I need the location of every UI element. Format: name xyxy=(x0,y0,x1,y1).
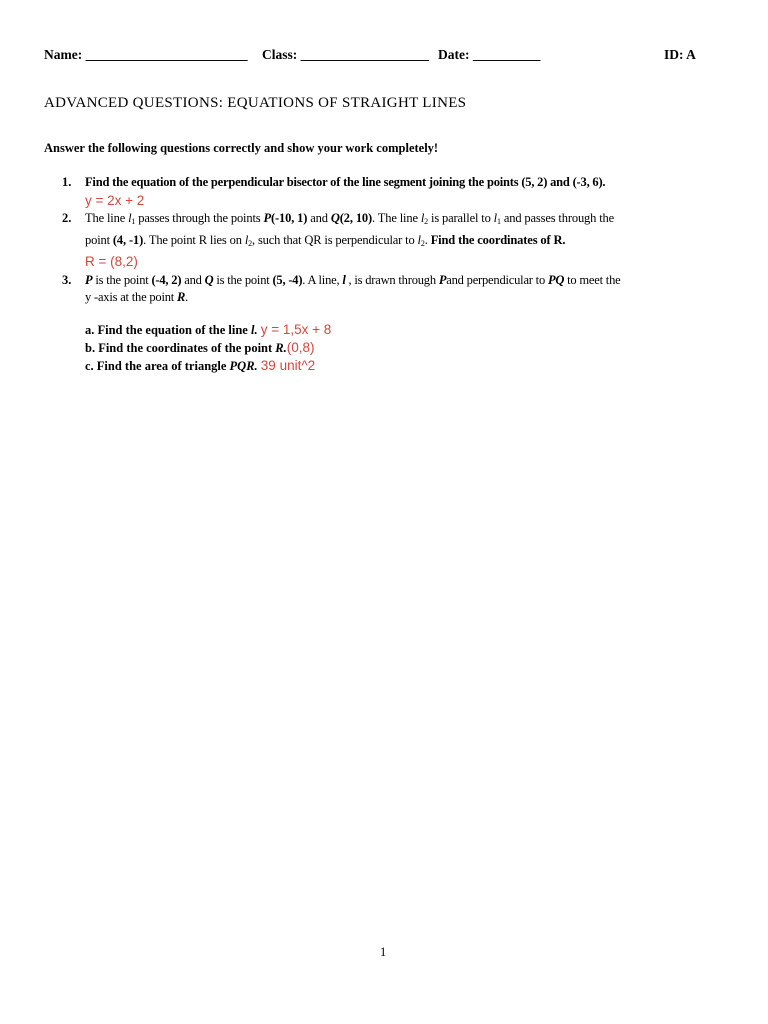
name-field xyxy=(44,47,248,63)
name-blank: ________________________ xyxy=(85,47,248,62)
name-label: Name: xyxy=(44,47,83,62)
question-3b-answer: (0,8) xyxy=(286,340,315,355)
question-1-number: 1. xyxy=(62,175,72,189)
question-1-text: Find the equation of the perpendicular bisector of the line segment joining the points (5, 2) and (-3, 6). xyxy=(85,175,606,189)
question-3a-answer: y = 1,5x + 8 xyxy=(260,322,332,337)
question-2-line-1: The line $l_1$ passes through the points P(-10, 1) and Q(2, 10). The line $l_2$ is parallel to $l_1$ and passes through the xyxy=(85,211,615,226)
class-field xyxy=(262,47,429,63)
question-3b: b. Find the coordinates of the point R.(0,8) xyxy=(85,340,315,355)
instructions: Answer the following questions correctly and show your work completely! xyxy=(44,141,439,155)
question-2-line-2: point (4, -1). The point R lies on $l_2$, such that QR is perpendicular to $l_2$. Find the coordinates of R. xyxy=(85,233,566,248)
date-blank: __________ xyxy=(472,47,541,62)
class-blank: ___________________ xyxy=(300,47,429,62)
question-3-line-1: P is the point (-4, 2) and Q is the point (5, -4). A line, l , is drawn through Pand perpendicular to PQ to meet the xyxy=(85,273,621,287)
class-label: Class: xyxy=(262,47,298,62)
question-1 xyxy=(62,175,71,190)
date-field xyxy=(438,47,540,63)
question-3c: c. Find the area of triangle PQR. 39 unit^2 xyxy=(85,358,316,373)
question-2-number: 2. xyxy=(62,211,72,225)
id-value: A xyxy=(686,47,696,62)
question-3-line-2: y -axis at the point R. xyxy=(85,290,189,304)
page-title: ADVANCED QUESTIONS: EQUATIONS OF STRAIGHT LINES xyxy=(44,95,467,111)
question-3-number: 3. xyxy=(62,273,72,287)
id-field xyxy=(664,47,696,63)
question-3a: a. Find the equation of the line l. y = 1,5x + 8 xyxy=(85,322,332,337)
page-number: 1 xyxy=(380,945,387,959)
question-1-answer: y = 2x + 2 xyxy=(85,193,145,208)
question-3c-answer: 39 unit^2 xyxy=(260,358,316,373)
id-label: ID: xyxy=(664,47,684,62)
question-2-answer: R = (8,2) xyxy=(85,254,138,269)
date-label: Date: xyxy=(438,47,470,62)
